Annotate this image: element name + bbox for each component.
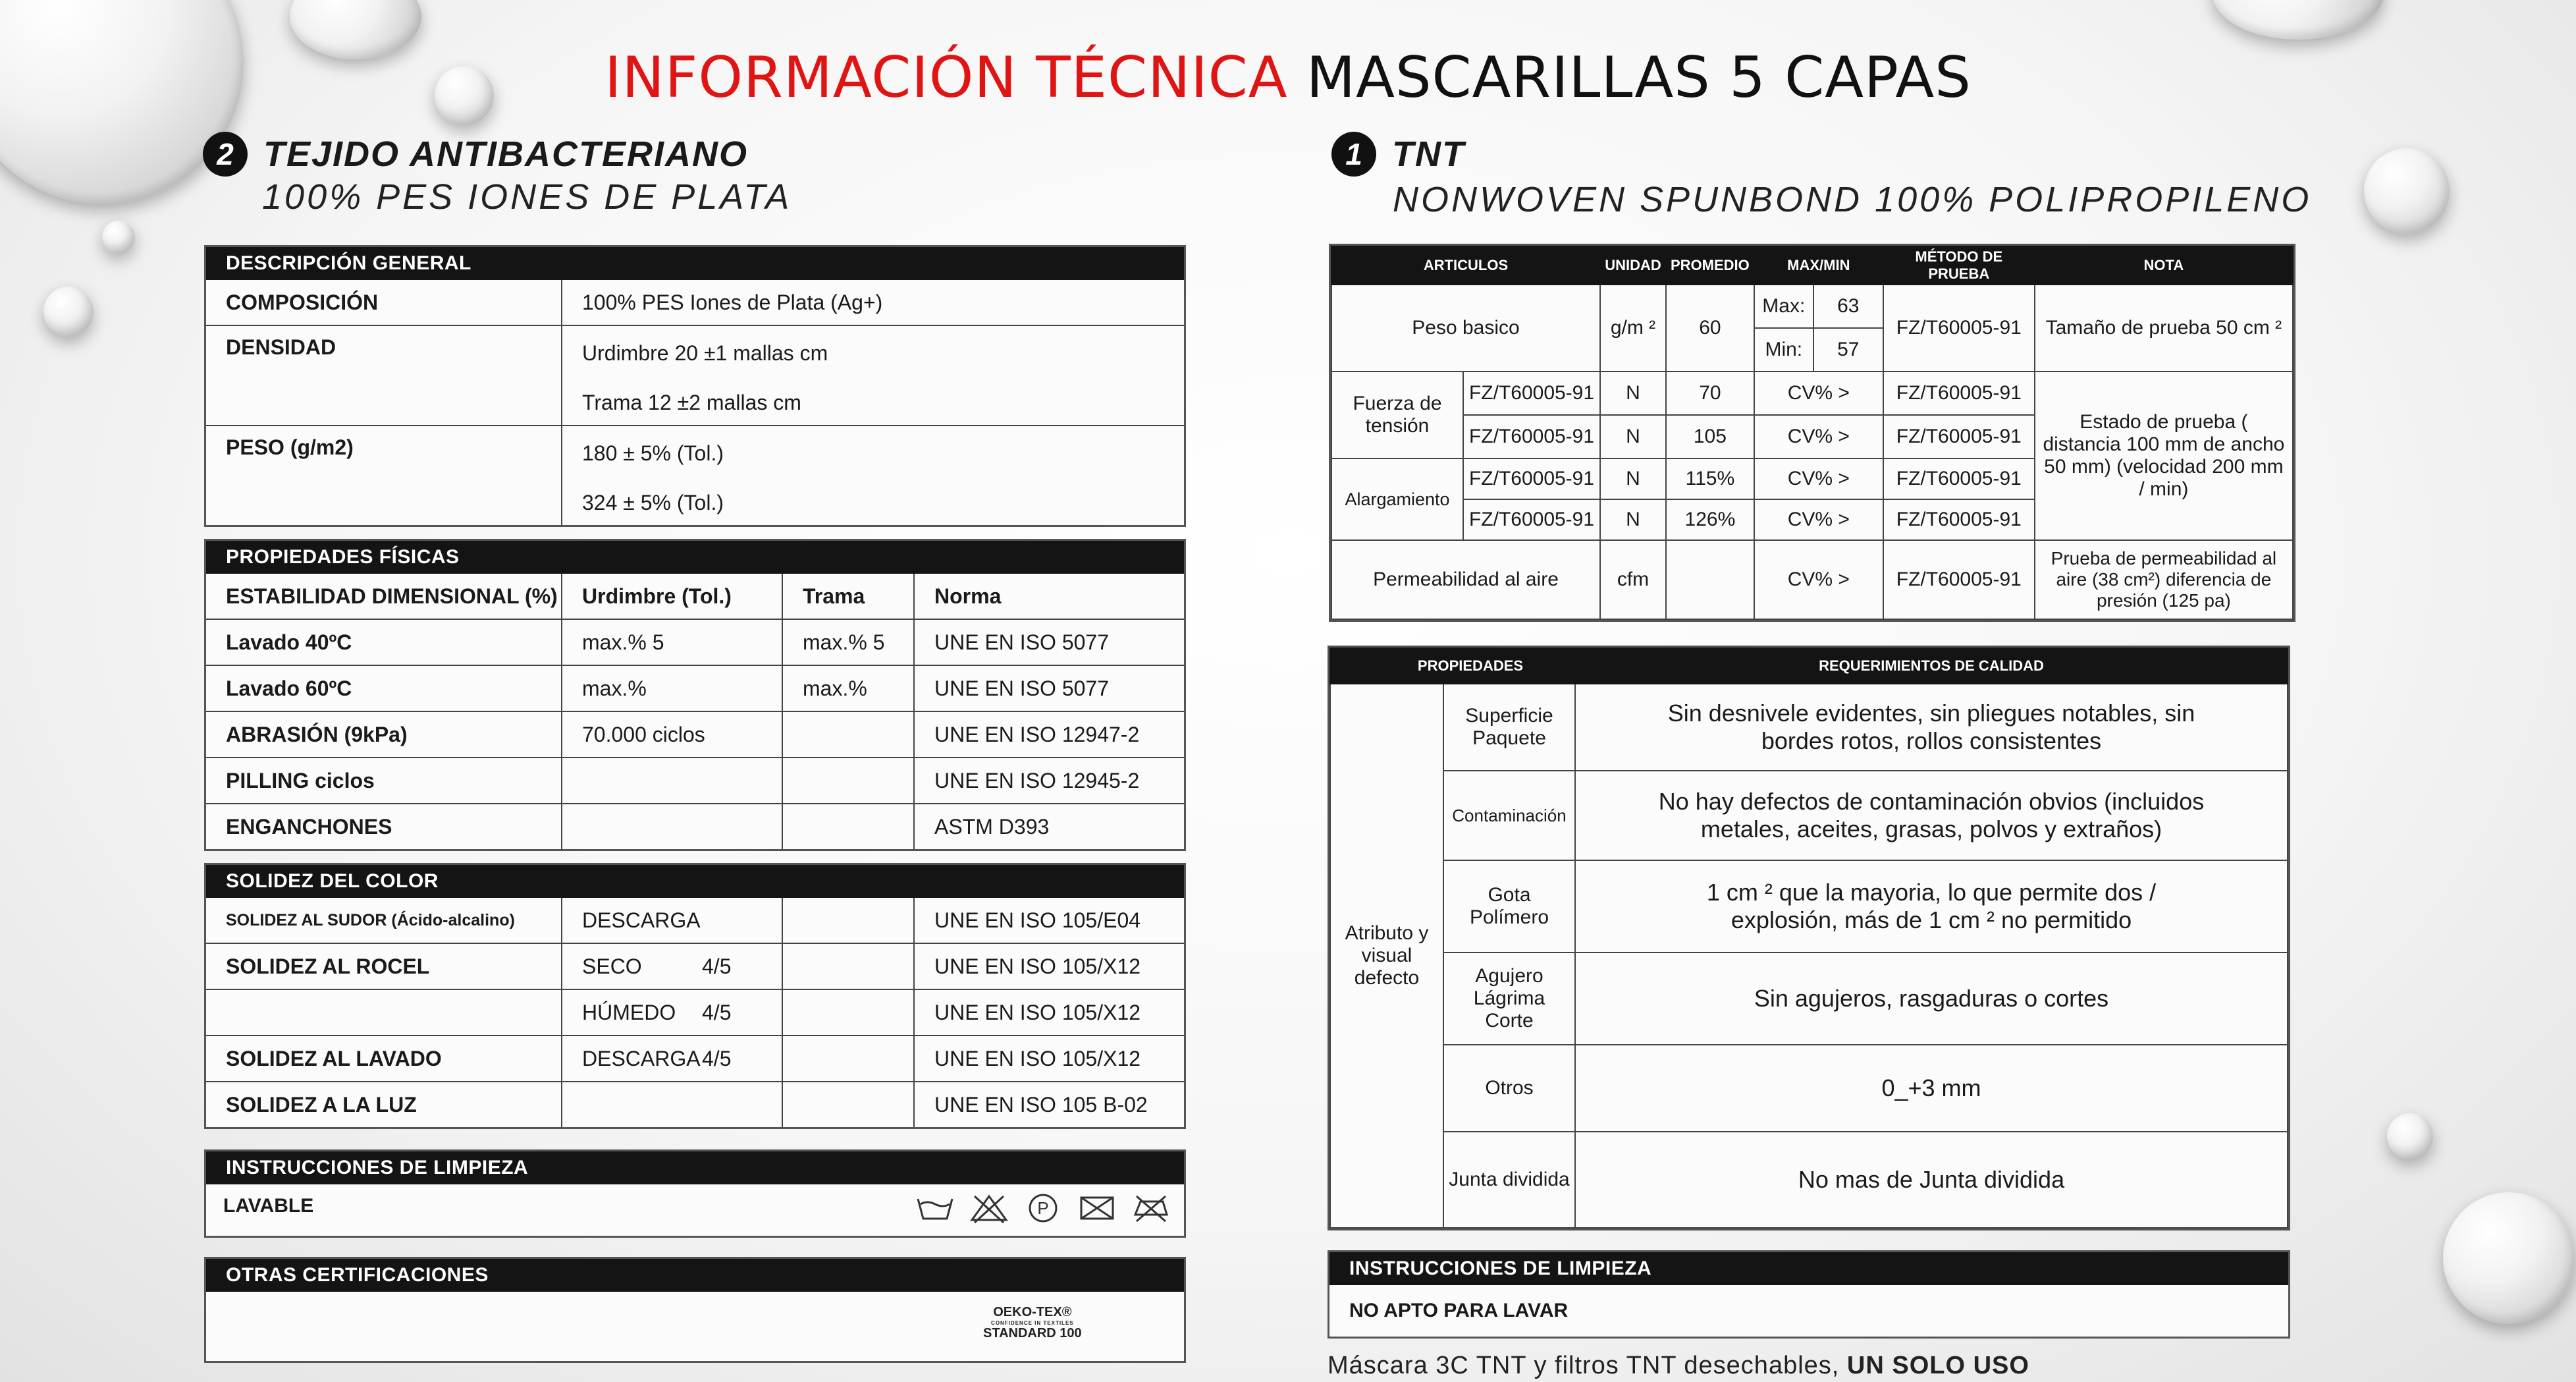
right-cleaning-box (1328, 1250, 2290, 1339)
no-tumble-dry-icon (1077, 1192, 1117, 1224)
table-cell (782, 989, 914, 1036)
quality-req: No hay defectos de contaminación obvios (incluidos metales, aceites, grasas, polvos y extraños) (1575, 771, 2288, 860)
right-cleaning-value: NO APTO PARA LAVAR (1349, 1300, 1569, 1321)
table-cell: 126% (1666, 499, 1754, 540)
min-value: 57 (1813, 328, 1883, 372)
table-cell: CV% > (1754, 499, 1883, 540)
quality-prop: Otros (1443, 1045, 1575, 1132)
col-header: NOTA (2035, 246, 2293, 285)
table-cell: 115% (1666, 458, 1754, 499)
table-cell: FZ/T60005-91 (1883, 458, 2035, 499)
table-cell: FZ/T60005-91 (1883, 372, 2035, 415)
max-label: Max: (1754, 285, 1813, 328)
quality-requirements-table (1328, 646, 2290, 1230)
table-cell: UNE EN ISO 12947-2 (914, 711, 1184, 758)
table-cell: UNE EN ISO 12945-2 (914, 758, 1184, 804)
physical-bar: PROPIEDADES FÍSICAS (206, 541, 1184, 574)
footer-bold: UN SOLO USO (1846, 1352, 2029, 1379)
table-cell: max.% 5 (562, 619, 782, 665)
table-cell (562, 758, 782, 804)
general-bar: DESCRIPCIÓN GENERAL (206, 247, 1184, 280)
peso-value-2: 324 ± 5% (Tol.) (562, 480, 1184, 525)
section-number-badge: 2 (203, 132, 248, 177)
table-cell: UNE EN ISO 105/X12 (914, 989, 1184, 1036)
tnt-technical-table (1329, 244, 2295, 622)
perm-unit: cfm (1600, 540, 1666, 619)
wash-tub-icon (915, 1192, 955, 1224)
table-cell: UNE EN ISO 105/X12 (914, 943, 1184, 989)
table-cell: FZ/T60005-91 (1463, 415, 1600, 458)
oeko-tex-line1: OEKO-TEX® (993, 1305, 1072, 1319)
table-cell: SOLIDEZ AL ROCEL (206, 943, 562, 989)
col-header: Urdimbre (Tol.) (562, 574, 782, 619)
alargamiento-label: Alargamiento (1331, 458, 1463, 540)
table-cell: CV% > (1754, 458, 1883, 499)
table-cell: ASTM D393 (914, 804, 1184, 849)
quality-prop: Gota Polímero (1443, 860, 1575, 953)
footer-text: Máscara 3C TNT y filtros TNT desechables, (1328, 1352, 1840, 1379)
table-cell (562, 1082, 702, 1127)
densidad-value-2: Trama 12 ±2 mallas cm (562, 380, 1184, 426)
peso-unit: g/m ² (1600, 285, 1666, 372)
table-cell: DESCARGA (562, 898, 702, 943)
table-cell: N (1600, 372, 1666, 415)
peso-value-1: 180 ± 5% (Tol.) (562, 426, 1184, 480)
table-cell (206, 989, 562, 1036)
dry-clean-p-icon (1023, 1192, 1063, 1224)
fastness-bar: SOLIDEZ DEL COLOR (206, 865, 1184, 898)
composicion-value: 100% PES Iones de Plata (Ag+) (562, 280, 1184, 325)
table-cell (782, 898, 914, 943)
table-cell: max.% 5 (782, 619, 914, 665)
water-drop (2387, 1113, 2433, 1159)
table-cell: ENGANCHONES (206, 804, 562, 849)
care-icons (915, 1192, 1171, 1224)
perm-note: Prueba de permeabilidad al aire (38 cm²) diferencia de presión (125 pa) (2035, 540, 2293, 619)
table-cell: HÚMEDO (562, 989, 702, 1036)
water-drop (2213, 0, 2384, 40)
water-drop (102, 221, 135, 254)
peso-basico-label: Peso basico (1331, 285, 1600, 372)
peso-method: FZ/T60005-91 (1883, 285, 2035, 372)
table-cell: 4/5 (702, 1036, 782, 1082)
physical-properties-table (204, 539, 1186, 851)
water-drop (2443, 1192, 2575, 1324)
composicion-label: COMPOSICIÓN (226, 290, 379, 314)
oeko-tex-logo (983, 1305, 1082, 1341)
quality-req: 0_+3 mm (1575, 1045, 2288, 1132)
table-cell (782, 1082, 914, 1127)
quality-prop: Agujero Lágrima Corte (1443, 953, 1575, 1045)
max-value: 63 (1813, 285, 1883, 328)
table-cell: max.% (782, 665, 914, 711)
table-cell: N (1600, 458, 1666, 499)
quality-prop: Junta dividida (1443, 1132, 1575, 1228)
table-cell: DESCARGA (562, 1036, 702, 1082)
oeko-tex-line2: CONFIDENCE IN TEXTILES (991, 1320, 1074, 1326)
quality-prop: Superficie Paquete (1443, 684, 1575, 771)
table-cell: 105 (1666, 415, 1754, 458)
table-cell: UNE EN ISO 105/X12 (914, 1036, 1184, 1082)
table-cell (782, 943, 914, 989)
table-cell: 4/5 (702, 989, 782, 1036)
table-cell: SECO (562, 943, 702, 989)
table-cell (702, 1082, 782, 1127)
page-title (0, 45, 2576, 111)
peso-note: Tamaño de prueba 50 cm ² (2035, 285, 2293, 372)
table-cell: FZ/T60005-91 (1463, 458, 1600, 499)
table-cell: PILLING ciclos (206, 758, 562, 804)
densidad-value-1: Urdimbre 20 ±1 mallas cm (562, 325, 1184, 380)
densidad-spacer (206, 380, 562, 426)
certifications-box (204, 1257, 1186, 1363)
table-cell: FZ/T60005-91 (1883, 499, 2035, 540)
left-cleaning-bar: INSTRUCCIONES DE LIMPIEZA (206, 1151, 1184, 1184)
water-drop (2364, 148, 2450, 234)
table-cell (782, 758, 914, 804)
min-label: Min: (1754, 328, 1813, 372)
table-cell (562, 804, 782, 849)
quality-req: Sin desnivele evidentes, sin pliegues notables, sin bordes rotos, rollos consistentes (1575, 684, 2288, 771)
title-red: INFORMACIÓN TÉCNICA (604, 45, 1288, 111)
estado-note: Estado de prueba ( distancia 100 mm de ancho 50 mm) (velocidad 200 mm / min) (2035, 372, 2293, 540)
table-cell: ABRASIÓN (9kPa) (206, 711, 562, 758)
table-cell: Lavado 40ºC (206, 619, 562, 665)
table-cell: FZ/T60005-91 (1883, 415, 2035, 458)
table-cell (702, 898, 782, 943)
table-cell: N (1600, 415, 1666, 458)
table-cell: 70.000 ciclos (562, 711, 782, 758)
table-cell: UNE EN ISO 5077 (914, 665, 1184, 711)
svg-text:P: P (1037, 1198, 1049, 1218)
general-description-table (204, 245, 1186, 527)
peso-avg: 60 (1666, 285, 1754, 372)
peso-label: PESO (g/m2) (206, 426, 562, 480)
col-header: MAX/MIN (1754, 246, 1883, 285)
color-fastness-table (204, 863, 1186, 1129)
no-iron-icon (1131, 1192, 1171, 1224)
col-header: REQUERIMIENTOS DE CALIDAD (1575, 648, 2288, 684)
table-cell (782, 1036, 914, 1082)
right-heading: TNT (1392, 134, 1465, 174)
quality-req: Sin agujeros, rasgaduras o cortes (1575, 953, 2288, 1045)
table-cell: UNE EN ISO 105/E04 (914, 898, 1184, 943)
quality-prop: Contaminación (1443, 771, 1575, 860)
table-cell: 70 (1666, 372, 1754, 415)
col-header: Trama (782, 574, 914, 619)
col-header: MÉTODO DE PRUEBA (1883, 246, 2035, 285)
table-cell (782, 804, 914, 849)
water-drop (43, 287, 94, 337)
col-header: PROMEDIO (1666, 246, 1754, 285)
table-cell (782, 711, 914, 758)
col-header: PROPIEDADES (1330, 648, 1575, 684)
title-black: MASCARILLAS 5 CAPAS (1306, 45, 1972, 111)
left-heading: TEJIDO ANTIBACTERIANO (263, 134, 749, 174)
col-header: UNIDAD (1600, 246, 1666, 285)
left-section-header (203, 132, 748, 177)
oeko-tex-line3: STANDARD 100 (983, 1326, 1082, 1341)
right-subheading: NONWOVEN SPUNBOND 100% POLIPROPILENO (1393, 180, 2312, 219)
table-cell: SOLIDEZ A LA LUZ (206, 1082, 562, 1127)
table-cell: 4/5 (702, 943, 782, 989)
col-header: ESTABILIDAD DIMENSIONAL (%) (226, 584, 558, 608)
left-cleaning-value: LAVABLE (223, 1195, 314, 1217)
fuerza-label: Fuerza de tensión (1331, 372, 1463, 458)
table-cell: UNE EN ISO 105 B-02 (914, 1082, 1184, 1127)
quality-req: No mas de Junta dividida (1575, 1132, 2288, 1228)
table-cell: FZ/T60005-91 (1463, 372, 1600, 415)
col-header: Norma (914, 574, 1184, 619)
table-cell: FZ/T60005-91 (1463, 499, 1600, 540)
section-number-badge: 1 (1331, 132, 1376, 177)
table-cell: Lavado 60ºC (206, 665, 562, 711)
footer-note (1328, 1352, 2029, 1380)
table-cell: CV% > (1754, 372, 1883, 415)
table-cell: N (1600, 499, 1666, 540)
left-subheading: 100% PES IONES DE PLATA (262, 177, 792, 217)
peso-spacer (206, 480, 562, 525)
no-bleach-icon (969, 1192, 1009, 1224)
table-cell: SOLIDEZ AL SUDOR (Ácido-alcalino) (226, 910, 515, 929)
densidad-label: DENSIDAD (206, 325, 562, 380)
right-cleaning-bar: INSTRUCCIONES DE LIMPIEZA (1329, 1252, 2288, 1285)
table-cell: CV% > (1754, 415, 1883, 458)
certifications-bar: OTRAS CERTIFICACIONES (206, 1259, 1184, 1292)
group-label: Atributo y visual defecto (1330, 684, 1443, 1228)
perm-cv: CV% > (1754, 540, 1883, 619)
table-cell: max.% (562, 665, 782, 711)
left-cleaning-box (204, 1149, 1186, 1238)
perm-method: FZ/T60005-91 (1883, 540, 2035, 619)
table-cell: UNE EN ISO 5077 (914, 619, 1184, 665)
quality-req: 1 cm ² que la mayoria, lo que permite dos / explosión, más de 1 cm ² no permitido (1575, 860, 2288, 953)
col-header: ARTICULOS (1331, 246, 1600, 285)
permeabilidad-label: Permeabilidad al aire (1331, 540, 1600, 619)
perm-empty (1666, 540, 1754, 619)
right-section-header (1331, 132, 1465, 177)
table-cell: SOLIDEZ AL LAVADO (206, 1036, 562, 1082)
